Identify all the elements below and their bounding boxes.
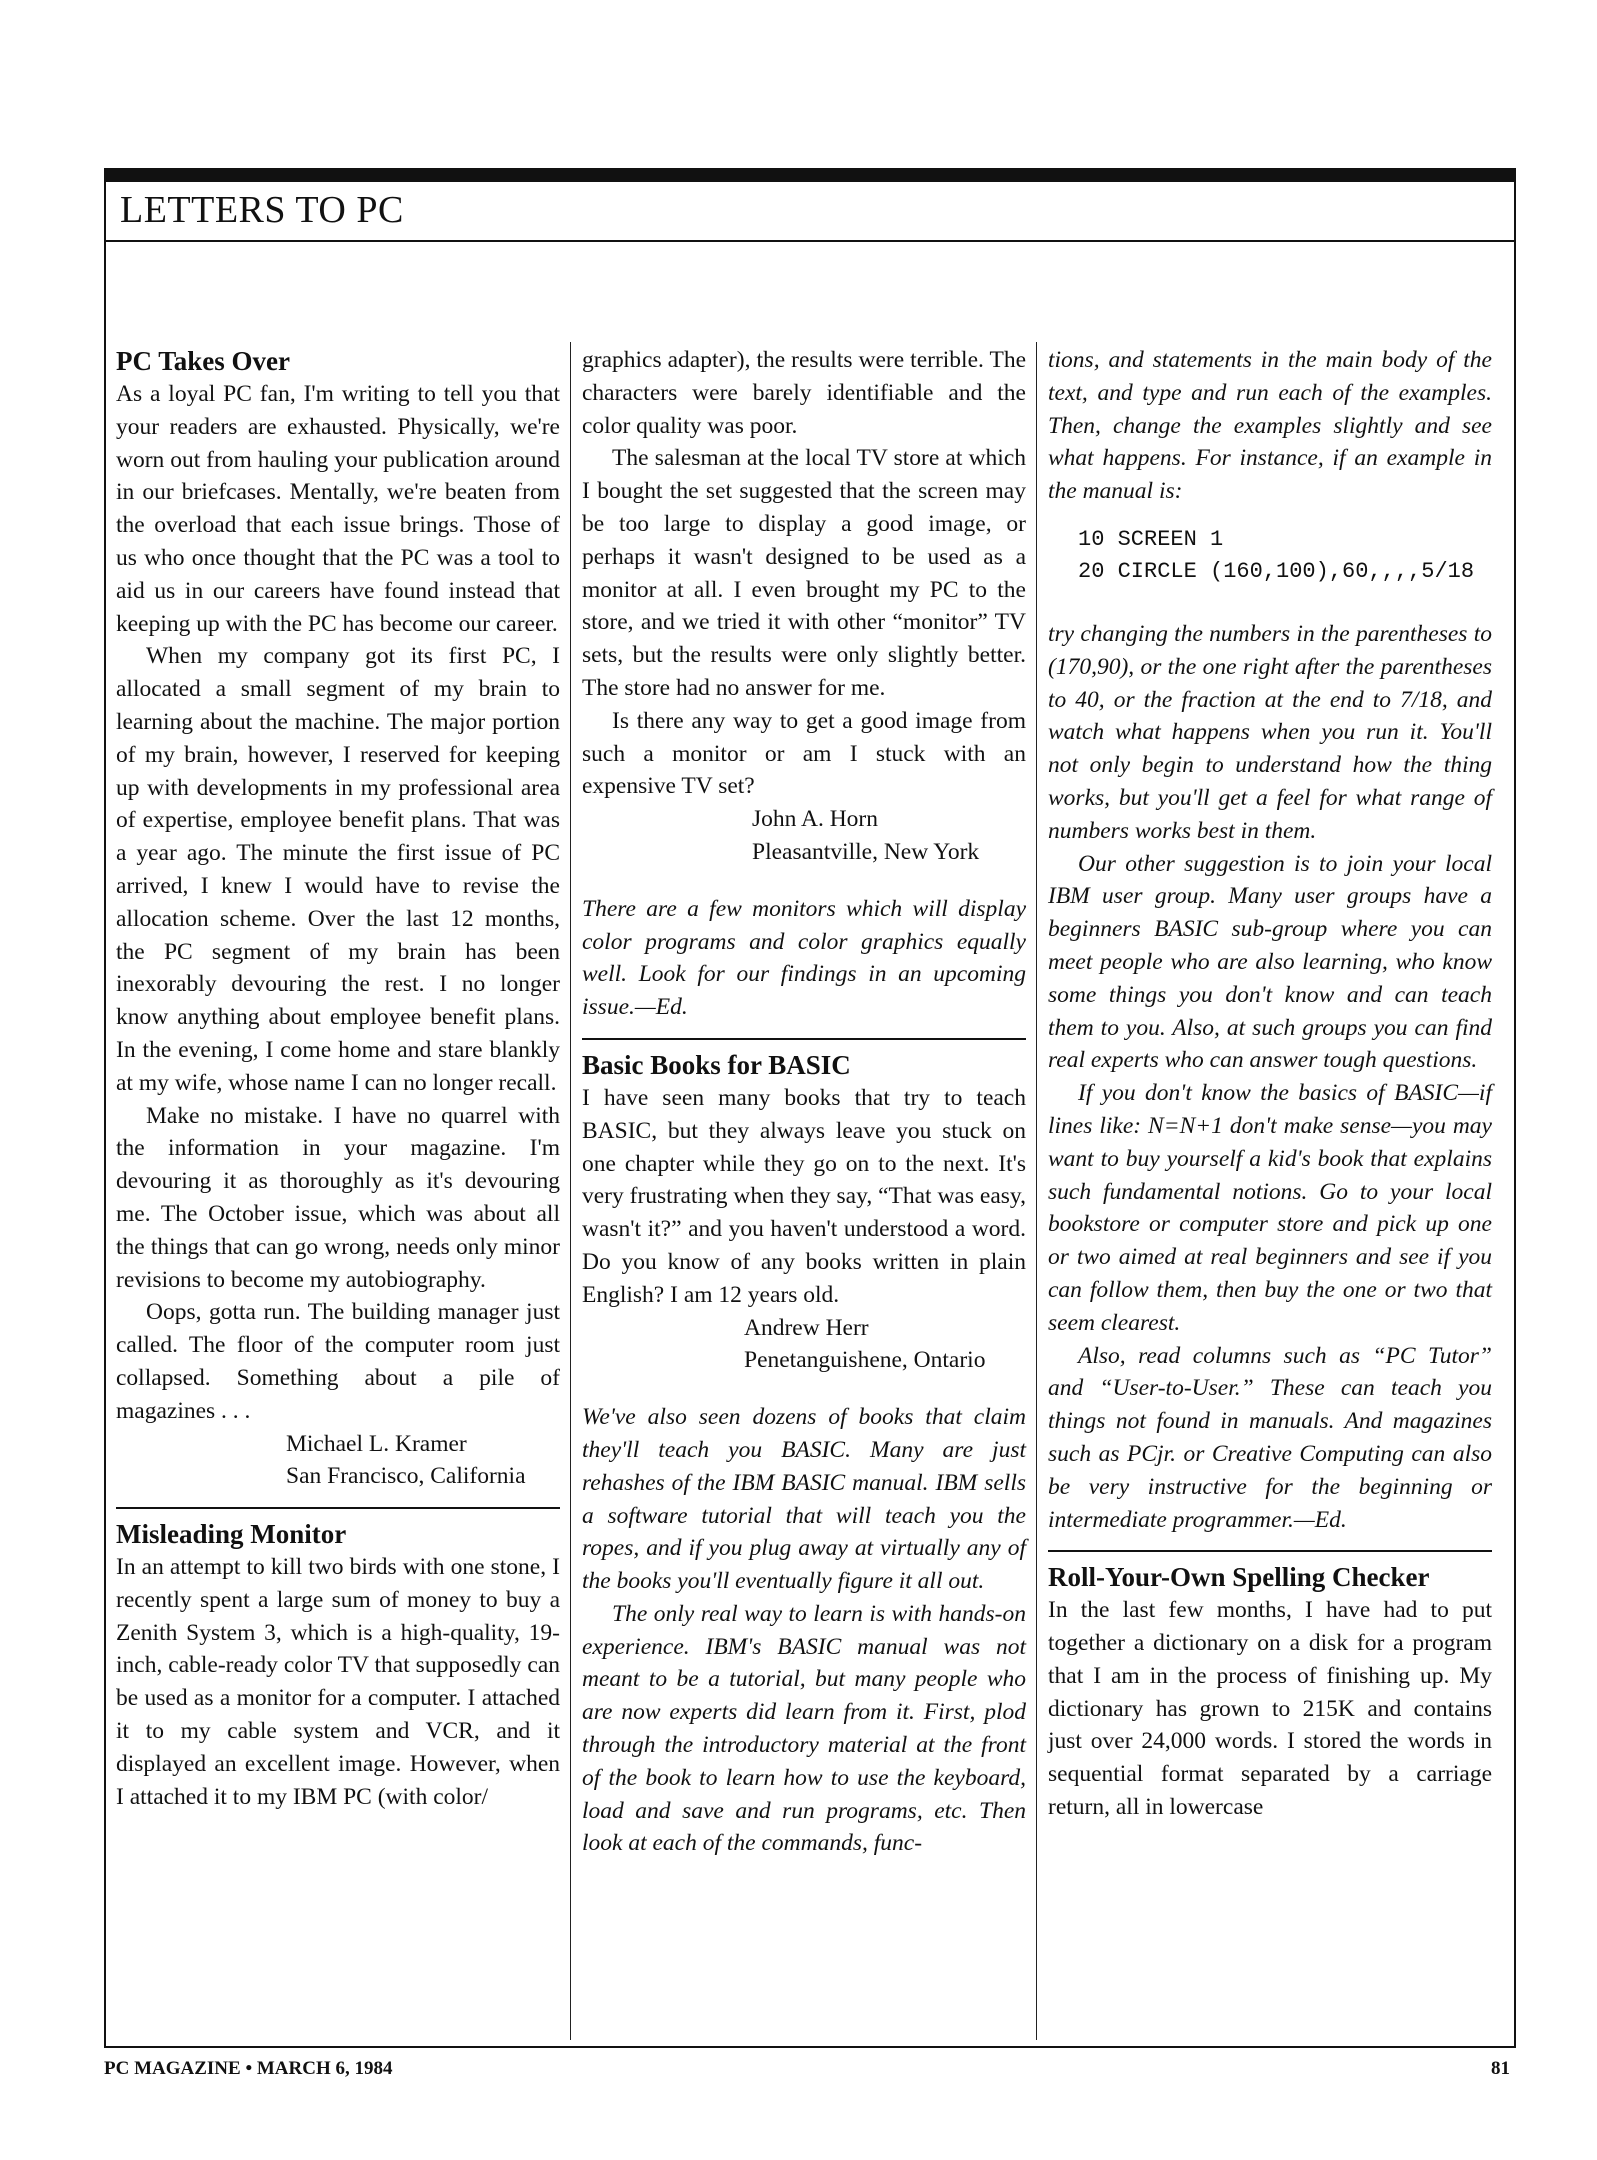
page-frame bbox=[104, 168, 1516, 2048]
section-rule bbox=[116, 1507, 560, 1509]
editor-reply: If you don't know the basics of BASIC—if lines like: N=N+1 don't make sense—you may want to buy yourself a kid's book that explains such fundamental notions. Go to your local bookstore or computer store and pick up one or two aimed at real beginners and see if you can follow them, then buy the one or two that seem clearest. bbox=[1048, 1080, 1492, 1336]
signature-place: San Francisco, California bbox=[286, 1463, 526, 1490]
letter-paragraph: When my company got its first PC, I allocated a small segment of my brain to learning about the machine. The major portion of my brain, however, I reserved for keeping up with developments in my professional area of expertise, employee benefit plans. That was a year ago. The minute the first issue of PC arrived, I knew I would have to revise the allocation scheme. Over the last 12 months, the PC segment of my brain has been inexorably devouring the rest. I no longer know anything about employee benefit plans. In the evening, I come home and stare blankly at my wife, whose name I can no longer recall. bbox=[116, 643, 560, 1096]
headline: Basic Books for BASIC bbox=[582, 1049, 851, 1080]
letter-paragraph: graphics adapter), the results were terrible. The characters were barely identifiable and the color quality was poor. bbox=[582, 347, 1026, 439]
column-1 bbox=[116, 344, 560, 1813]
signature bbox=[116, 1428, 560, 1494]
section-title: LETTERS TO PC bbox=[120, 189, 404, 231]
column-divider bbox=[1036, 342, 1037, 2040]
section-rule bbox=[582, 1038, 1026, 1040]
letter-paragraph: The salesman at the local TV store at which I bought the set suggested that the screen may be too large to display a good image, or perhaps it wasn't designed to be used as a monitor at all. I even brought my PC to the store, and we tried it with other “monitor” TV sets, but the results were only slightly better. The store had no answer for me. bbox=[582, 445, 1026, 701]
headline: Roll-Your-Own Spelling Checker bbox=[1048, 1562, 1430, 1593]
editor-reply: We've also seen dozens of books that claim they'll teach you BASIC. Many are just rehashes of the IBM BASIC manual. IBM sells a software tutorial that will teach you the ropes, and if you plug away at virtually any of the books you'll eventually figure it all out. bbox=[582, 1404, 1026, 1595]
headline: Misleading Monitor bbox=[116, 1519, 347, 1550]
code-line: 10 SCREEN 1 bbox=[1078, 526, 1224, 552]
signature-place: Penetanguishene, Ontario bbox=[744, 1347, 986, 1374]
editor-reply: Also, read columns such as “PC Tutor” and “User-to-User.” These can teach you things not found in manuals. And magazines such as PCjr. or Creative Computing can also be very instructive for the beginning or intermediate programmer.—Ed. bbox=[1048, 1342, 1492, 1533]
editor-reply: tions, and statements in the main body of the text, and type and run each of the examples. Then, change the examples slightly and see what happens. For instance, if an example in the manual is: bbox=[1048, 347, 1492, 505]
letter-spelling-checker bbox=[1048, 1560, 1492, 1824]
section-rule bbox=[1048, 1550, 1492, 1552]
signature-place: Pleasantville, New York bbox=[752, 838, 980, 865]
letter-misleading-monitor bbox=[116, 1517, 560, 1813]
letter-paragraph: As a loyal PC fan, I'm writing to tell you that your readers are exhausted. Physically, we're worn out from hauling your publication around in our briefcases. Mentally, we're beaten from the overload that each issue brings. Those of us who once thought that the PC was a tool to aid us in our careers have found instead that keeping up with the PC has become our career. bbox=[116, 381, 560, 637]
letter-paragraph: In the last few months, I have had to put together a dictionary on a disk for a program that I am in the process of finishing up. My dictionary has grown to 215K and contains just over 24,000 words. I stored the words in sequential format separated by a carriage return, all in lowercase bbox=[1048, 1597, 1492, 1821]
code-line: 20 CIRCLE (160,100),60,,,,5/18 bbox=[1078, 558, 1475, 584]
signature-name: Michael L. Kramer bbox=[286, 1430, 467, 1457]
page-number: 81 bbox=[1491, 2058, 1510, 2079]
signature bbox=[582, 1312, 1026, 1378]
letter-paragraph: In an attempt to kill two birds with one stone, I recently spent a large sum of money to buy a Zenith System 3, which is a high-quality, 19-inch, cable-ready color TV that supposedly can be used as a monitor for a computer. I attached it to my cable system and VCR, and it displayed an excellent image. However, when I attached it to my IBM PC (with color/ bbox=[116, 1554, 560, 1810]
letter-paragraph: I have seen many books that try to teach BASIC, but they always leave you stuck on one chapter while they go on to the next. It's very frustrating when they say, “That was easy, wasn't it?” and you haven't understood a word. Do you know of any books written in plain English? I am 12 years old. bbox=[582, 1084, 1026, 1308]
section-header bbox=[106, 182, 1514, 242]
page-footer bbox=[104, 2058, 1516, 2088]
editor-reply: The only real way to learn is with hands-on experience. IBM's BASIC manual was not meant to be a tutorial, but many people who are now experts did learn from it. First, plod through the introductory material at the front of the book to learn how to use the keyboard, load and save and run programs, etc. Then look at each of the commands, func- bbox=[582, 1600, 1026, 1857]
code-example bbox=[1048, 524, 1492, 588]
signature bbox=[582, 803, 1026, 869]
editor-reply: try changing the numbers in the parentheses to (170,90), or the one right after the parentheses to 40, or the fraction at the end to 7/18, and watch what happens when you run it. You'll not only begin to understand how the thing works, but you'll get a feel for what range of numbers works best in them. bbox=[1048, 620, 1492, 844]
headline: PC Takes Over bbox=[116, 346, 291, 376]
column-3 bbox=[1048, 344, 1492, 1824]
letter-paragraph: Oops, gotta run. The building manager just called. The floor of the computer room just collapsed. Something about a pile of magazines . . . bbox=[116, 1299, 560, 1424]
footer-publication: PC MAGAZINE • MARCH 6, 1984 bbox=[104, 2058, 393, 2079]
letter-basic-books bbox=[582, 1048, 1026, 1860]
signature-name: John A. Horn bbox=[752, 806, 878, 833]
editor-reply: Our other suggestion is to join your local IBM user group. Many user groups have a beginners BASIC sub-group where you can meet people who are also learning, who know some things you don't know and can teach them to you. Also, at such groups you can find real experts who can answer tough questions. bbox=[1048, 850, 1492, 1074]
letter-paragraph: Is there any way to get a good image from such a monitor or am I stuck with an expensive TV set? bbox=[582, 707, 1026, 800]
column-divider bbox=[570, 342, 571, 2040]
letter-pc-takes-over bbox=[116, 344, 560, 1493]
signature-name: Andrew Herr bbox=[744, 1314, 869, 1341]
column-2 bbox=[582, 344, 1026, 1860]
editor-reply: There are a few monitors which will display color programs and color graphics equally well. Look for our findings in an upcoming issue.—Ed. bbox=[582, 895, 1026, 1021]
letter-paragraph: Make no mistake. I have no quarrel with the information in your magazine. I'm devouring it as thoroughly as it's devouring me. The October issue, which was about all the things that can go wrong, needs only minor revisions to become my autobiography. bbox=[116, 1102, 560, 1293]
